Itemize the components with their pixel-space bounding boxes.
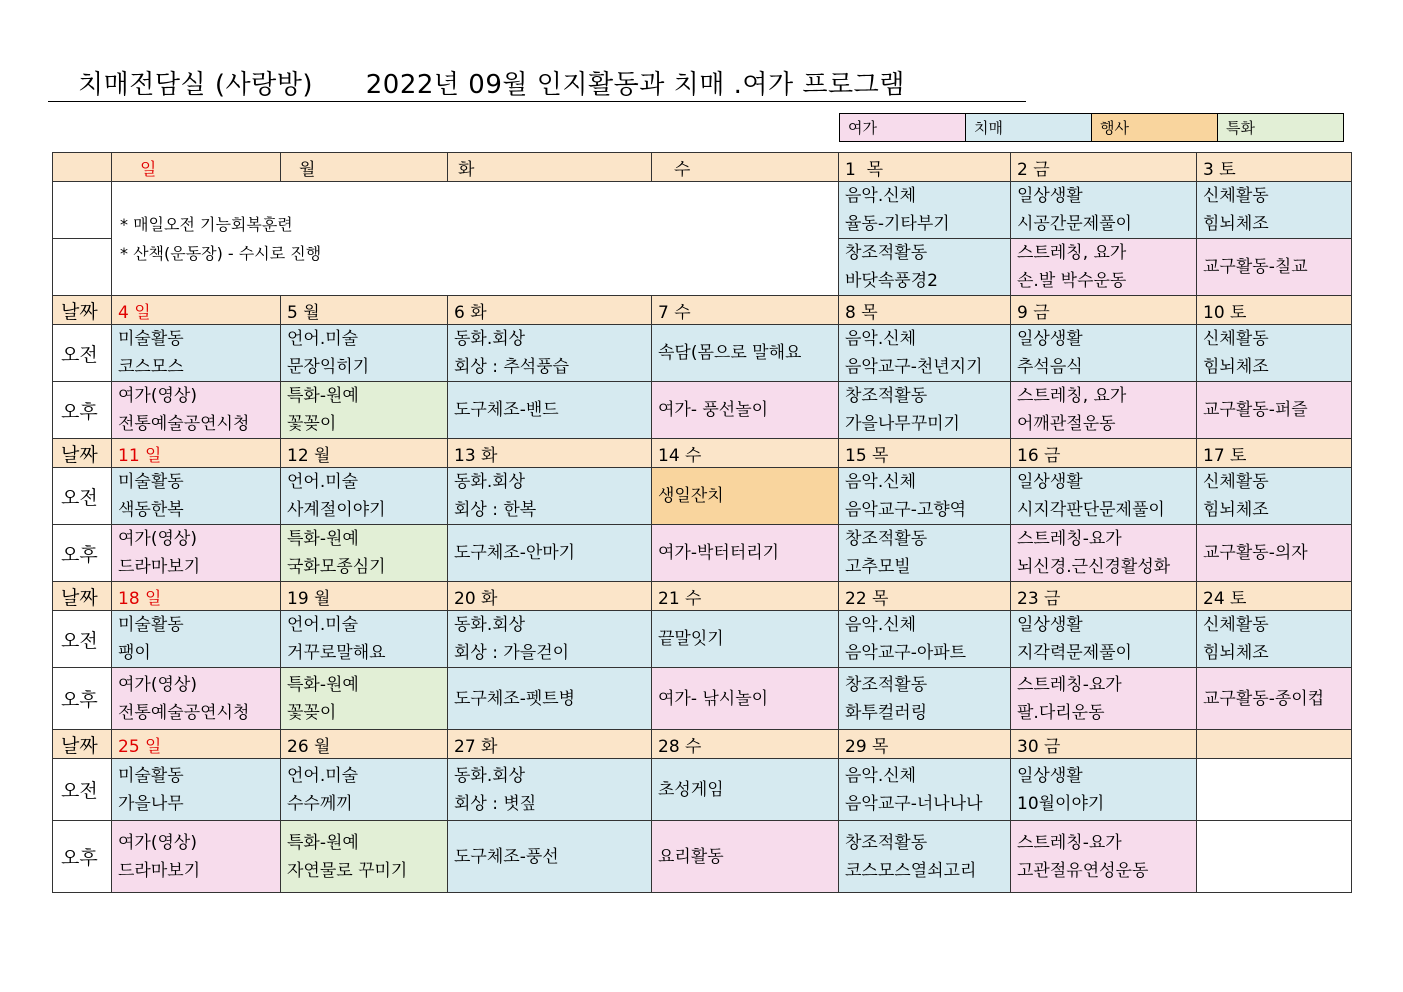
schedule-cell xyxy=(1197,668,1352,730)
legend-event: 행사 xyxy=(1092,114,1218,142)
cell-text: 특화-원예 xyxy=(287,386,359,406)
pm-row xyxy=(53,821,1352,893)
cell-text: 도구체조-펫트병 xyxy=(454,688,576,709)
cell-text: 언어.미술 xyxy=(287,472,359,492)
schedule-cell xyxy=(1011,182,1197,239)
header-day: 수 xyxy=(652,153,839,182)
schedule-cell xyxy=(112,611,281,668)
schedule-cell xyxy=(112,821,281,893)
cell-text: 스트레칭-요가 xyxy=(1017,529,1122,549)
page-title xyxy=(48,68,1026,102)
am-label: 오전 xyxy=(53,759,112,821)
schedule-cell xyxy=(1011,325,1197,382)
schedule-cell xyxy=(112,382,281,439)
cell-text: 팽이 xyxy=(118,643,151,663)
date-cell: 5 월 xyxy=(281,296,448,325)
schedule-table xyxy=(52,152,1352,893)
header-day: 일 xyxy=(112,153,281,182)
schedule-cell xyxy=(281,668,448,730)
cell-text: 스트레칭, 요가 xyxy=(1017,243,1127,263)
cell-text: 국화모종심기 xyxy=(287,557,386,577)
cell-text: 힘뇌체조 xyxy=(1203,643,1269,663)
header-row xyxy=(53,153,1352,182)
cell-text: 팔.다리운동 xyxy=(1017,702,1105,723)
schedule-cell xyxy=(448,468,652,525)
schedule-cell xyxy=(112,468,281,525)
cell-text: 요리활동 xyxy=(658,846,724,867)
am-row xyxy=(53,325,1352,382)
cell-text: 교구활동-칠교 xyxy=(1203,257,1308,277)
header-day: 화 xyxy=(448,153,652,182)
date-label: 날짜 xyxy=(53,582,112,611)
schedule-cell xyxy=(839,468,1011,525)
schedule-cell xyxy=(448,759,652,821)
cell-text: 가을나무 xyxy=(118,793,184,814)
date-cell: 17 토 xyxy=(1197,439,1352,468)
date-cell: 8 목 xyxy=(839,296,1011,325)
cell-text: 특화-원예 xyxy=(287,529,359,549)
cell-text: 꽃꽂이 xyxy=(287,702,337,723)
cell-text: 회상 : 볏짚 xyxy=(454,793,537,814)
cell-text: 동화.회상 xyxy=(454,765,526,786)
cell-text: 창조적활동 xyxy=(845,832,928,853)
cell-text: 신체활동 xyxy=(1203,615,1269,635)
cell-text: 도구체조-풍선 xyxy=(454,846,559,867)
schedule-cell xyxy=(281,821,448,893)
am-row xyxy=(53,611,1352,668)
schedule-cell xyxy=(448,821,652,893)
schedule-cell-empty xyxy=(1197,821,1352,893)
schedule-cell xyxy=(1011,668,1197,730)
cell-text: 전통예술공연시청 xyxy=(118,702,250,723)
cell-text: 도구체조-안마기 xyxy=(454,543,576,563)
cell-text: 일상생활 xyxy=(1017,472,1083,492)
cell-text: 손.발 박수운동 xyxy=(1017,271,1127,291)
cell-text: 음악.신체 xyxy=(845,472,917,492)
cell-text: 음악교구-고향역 xyxy=(845,500,967,520)
date-cell: 25 일 xyxy=(112,730,281,759)
schedule-cell xyxy=(652,525,839,582)
schedule-cell xyxy=(281,382,448,439)
am-label: 오전 xyxy=(53,325,112,382)
date-cell: 29 목 xyxy=(839,730,1011,759)
cell-text: 동화.회상 xyxy=(454,329,526,349)
am-row xyxy=(53,759,1352,821)
cell-text: 특화-원예 xyxy=(287,674,359,695)
cell-text: 드라마보기 xyxy=(118,860,201,881)
cell-text: 속담(몸으로 말해요 xyxy=(658,343,802,363)
cell-text: 지각력문제풀이 xyxy=(1017,643,1132,663)
cell-text: 창조적활동 xyxy=(845,386,928,406)
cell-text: 여가(영상) xyxy=(118,386,197,406)
schedule-cell xyxy=(839,239,1011,296)
date-row xyxy=(53,439,1352,468)
date-label: 날짜 xyxy=(53,730,112,759)
schedule-cell xyxy=(839,182,1011,239)
cell-text: 색동한복 xyxy=(118,500,184,520)
pm-label: 오후 xyxy=(53,382,112,439)
cell-text: 바닷속풍경2 xyxy=(845,271,938,291)
cell-text: 회상 : 가을걷이 xyxy=(454,643,570,663)
date-cell: 24 토 xyxy=(1197,582,1352,611)
pm-row xyxy=(53,525,1352,582)
title-unit: 치매전담실 (사랑방) xyxy=(78,70,313,100)
cell-text: 스트레칭-요가 xyxy=(1017,674,1122,695)
cell-text: 스트레칭, 요가 xyxy=(1017,386,1127,406)
cell-text: 미술활동 xyxy=(118,765,184,786)
cell-text: 교구활동-퍼즐 xyxy=(1203,400,1308,420)
cell-text: 거꾸로말해요 xyxy=(287,643,386,663)
color-legend xyxy=(839,113,1344,142)
cell-text: 음악.신체 xyxy=(845,615,917,635)
schedule-cell xyxy=(652,325,839,382)
cell-text: 코스모스 xyxy=(118,357,184,377)
cell-text: 여가(영상) xyxy=(118,529,197,549)
cell-text: 초성게임 xyxy=(658,779,724,800)
date-cell: 22 목 xyxy=(839,582,1011,611)
cell-text: 동화.회상 xyxy=(454,615,526,635)
schedule-cell xyxy=(1197,382,1352,439)
cell-text: 코스모스열쇠고리 xyxy=(845,860,977,881)
schedule-cell xyxy=(448,668,652,730)
schedule-cell xyxy=(652,668,839,730)
schedule-cell xyxy=(839,325,1011,382)
pm-label: 오후 xyxy=(53,821,112,893)
schedule-cell xyxy=(1011,525,1197,582)
schedule-cell xyxy=(652,382,839,439)
date-label: 날짜 xyxy=(53,439,112,468)
schedule-cell xyxy=(839,611,1011,668)
schedule-cell xyxy=(652,821,839,893)
cell-text: 음악.신체 xyxy=(845,765,917,786)
cell-text: 사계절이야기 xyxy=(287,500,386,520)
cell-text: 언어.미술 xyxy=(287,615,359,635)
notes-cell xyxy=(112,182,839,296)
cell-text: 미술활동 xyxy=(118,472,184,492)
date-cell: 19 월 xyxy=(281,582,448,611)
cell-text: 시지각판단문제풀이 xyxy=(1017,500,1165,520)
pm-row xyxy=(53,382,1352,439)
cell-text: 교구활동-의자 xyxy=(1203,543,1308,563)
cell-text: 창조적활동 xyxy=(845,529,928,549)
date-cell: 6 화 xyxy=(448,296,652,325)
schedule-cell xyxy=(839,382,1011,439)
schedule-cell-empty xyxy=(1197,759,1352,821)
schedule-cell xyxy=(281,525,448,582)
cell-text: 여가- 낚시놀이 xyxy=(658,688,769,709)
legend-dementia: 치매 xyxy=(966,114,1092,142)
date-row xyxy=(53,582,1352,611)
cell-text: 동화.회상 xyxy=(454,472,526,492)
schedule-cell xyxy=(1197,525,1352,582)
header-day: 1 목 xyxy=(839,153,1011,182)
cell-text: 힘뇌체조 xyxy=(1203,357,1269,377)
cell-text: 음악교구-천년지기 xyxy=(845,357,983,377)
date-label: 날짜 xyxy=(53,296,112,325)
schedule-cell xyxy=(1011,821,1197,893)
cell-text: 신체활동 xyxy=(1203,329,1269,349)
legend-special: 특화 xyxy=(1218,114,1344,142)
cell-text: 미술활동 xyxy=(118,615,184,635)
schedule-cell xyxy=(448,611,652,668)
cell-text: 스트레칭-요가 xyxy=(1017,832,1122,853)
date-cell: 30 금 xyxy=(1011,730,1197,759)
cell-text: 언어.미술 xyxy=(287,765,359,786)
schedule-cell xyxy=(839,759,1011,821)
cell-text: 전통예술공연시청 xyxy=(118,414,250,434)
schedule-cell xyxy=(112,668,281,730)
cell-text: 고추모빌 xyxy=(845,557,911,577)
pm-label: 오후 xyxy=(53,525,112,582)
cell-text: 여가-박터터리기 xyxy=(658,543,780,563)
cell-text: 문장익히기 xyxy=(287,357,370,377)
cell-text: 일상생활 xyxy=(1017,186,1083,206)
cell-text: 뇌신경.근신경활성화 xyxy=(1017,557,1171,577)
header-corner xyxy=(53,153,112,182)
date-cell: 20 화 xyxy=(448,582,652,611)
schedule-cell xyxy=(448,525,652,582)
cell-text: 여가(영상) xyxy=(118,674,197,695)
schedule-cell xyxy=(1197,182,1352,239)
schedule-cell xyxy=(448,382,652,439)
date-cell: 12 월 xyxy=(281,439,448,468)
schedule-cell xyxy=(839,525,1011,582)
date-cell: 11 일 xyxy=(112,439,281,468)
cell-text: 일상생활 xyxy=(1017,329,1083,349)
header-day: 2 금 xyxy=(1011,153,1197,182)
schedule-cell xyxy=(652,468,839,525)
cell-text: 율동-기타부기 xyxy=(845,214,950,234)
date-row xyxy=(53,730,1352,759)
cell-text: 회상 : 추석풍습 xyxy=(454,357,570,377)
date-cell: 28 수 xyxy=(652,730,839,759)
cell-text: 가을나무꾸미기 xyxy=(845,414,960,434)
am-label: 오전 xyxy=(53,611,112,668)
am-row xyxy=(53,468,1352,525)
date-cell: 15 목 xyxy=(839,439,1011,468)
cell-text: 일상생활 xyxy=(1017,615,1083,635)
schedule-cell xyxy=(448,325,652,382)
cell-text: 꽃꽂이 xyxy=(287,414,337,434)
header-day: 월 xyxy=(281,153,448,182)
schedule-cell xyxy=(1197,611,1352,668)
cell-text: 언어.미술 xyxy=(287,329,359,349)
cell-text: 생일잔치 xyxy=(658,486,724,506)
cell-text: 힘뇌체조 xyxy=(1203,214,1269,234)
cell-text: 창조적활동 xyxy=(845,674,928,695)
cell-text: 음악교구-아파트 xyxy=(845,643,967,663)
schedule-cell xyxy=(1011,468,1197,525)
schedule-cell xyxy=(652,611,839,668)
schedule-cell xyxy=(281,325,448,382)
legend-leisure: 여가 xyxy=(840,114,966,142)
cell-text: 여가- 풍선놀이 xyxy=(658,400,769,420)
pm-label: 오후 xyxy=(53,668,112,730)
cell-text: 신체활동 xyxy=(1203,472,1269,492)
cell-text: 추석음식 xyxy=(1017,357,1083,377)
schedule-cell xyxy=(652,759,839,821)
date-cell: 21 수 xyxy=(652,582,839,611)
row-label xyxy=(53,239,112,296)
date-cell: 14 수 xyxy=(652,439,839,468)
am-label: 오전 xyxy=(53,468,112,525)
week1-am-row xyxy=(53,182,1352,239)
date-cell: 13 화 xyxy=(448,439,652,468)
header-day: 3 토 xyxy=(1197,153,1352,182)
date-cell: 18 일 xyxy=(112,582,281,611)
date-cell: 26 월 xyxy=(281,730,448,759)
date-cell: 9 금 xyxy=(1011,296,1197,325)
schedule-cell xyxy=(1011,239,1197,296)
schedule-cell xyxy=(1197,325,1352,382)
cell-text: 시공간문제풀이 xyxy=(1017,214,1132,234)
pm-row xyxy=(53,668,1352,730)
title-program: 2022년 09월 인지활동과 치매 .여가 프로그램 xyxy=(365,70,905,100)
date-cell: 7 수 xyxy=(652,296,839,325)
cell-text: 화투컬러링 xyxy=(845,702,928,723)
schedule-cell xyxy=(112,759,281,821)
date-cell: 16 금 xyxy=(1011,439,1197,468)
date-cell: 23 금 xyxy=(1011,582,1197,611)
cell-text: 특화-원예 xyxy=(287,832,359,853)
schedule-cell xyxy=(1197,239,1352,296)
date-row xyxy=(53,296,1352,325)
cell-text: 10월이야기 xyxy=(1017,793,1105,814)
date-cell: 27 화 xyxy=(448,730,652,759)
schedule-cell xyxy=(281,759,448,821)
cell-text: 도구체조-밴드 xyxy=(454,400,559,420)
cell-text: 고관절유연성운동 xyxy=(1017,860,1149,881)
cell-text: 신체활동 xyxy=(1203,186,1269,206)
cell-text: 회상 : 한복 xyxy=(454,500,537,520)
cell-text: 음악교구-너나나나 xyxy=(845,793,983,814)
cell-text: 음악.신체 xyxy=(845,329,917,349)
schedule-cell xyxy=(281,468,448,525)
date-cell: 4 일 xyxy=(112,296,281,325)
cell-text: 교구활동-종이컵 xyxy=(1203,688,1325,709)
cell-text: 미술활동 xyxy=(118,329,184,349)
schedule-cell xyxy=(839,668,1011,730)
note-line: * 매일오전 기능회복훈련 xyxy=(120,214,293,234)
schedule-cell xyxy=(1011,382,1197,439)
schedule-cell xyxy=(112,325,281,382)
schedule-cell xyxy=(281,611,448,668)
cell-text: 힘뇌체조 xyxy=(1203,500,1269,520)
note-line: * 산책(운동장) - 수시로 진행 xyxy=(120,243,322,263)
cell-text: 일상생활 xyxy=(1017,765,1083,786)
date-cell xyxy=(1197,730,1352,759)
cell-text: 어깨관절운동 xyxy=(1017,414,1116,434)
cell-text: 수수께끼 xyxy=(287,793,353,814)
schedule-cell xyxy=(1011,759,1197,821)
schedule-cell xyxy=(1197,468,1352,525)
cell-text: 끝말잇기 xyxy=(658,629,724,649)
cell-text: 음악.신체 xyxy=(845,186,917,206)
schedule-cell xyxy=(1011,611,1197,668)
date-cell: 10 토 xyxy=(1197,296,1352,325)
cell-text: 창조적활동 xyxy=(845,243,928,263)
cell-text: 자연물로 꾸미기 xyxy=(287,860,408,881)
cell-text: 드라마보기 xyxy=(118,557,201,577)
schedule-cell xyxy=(112,525,281,582)
schedule-cell xyxy=(839,821,1011,893)
row-label xyxy=(53,182,112,239)
cell-text: 여가(영상) xyxy=(118,832,197,853)
